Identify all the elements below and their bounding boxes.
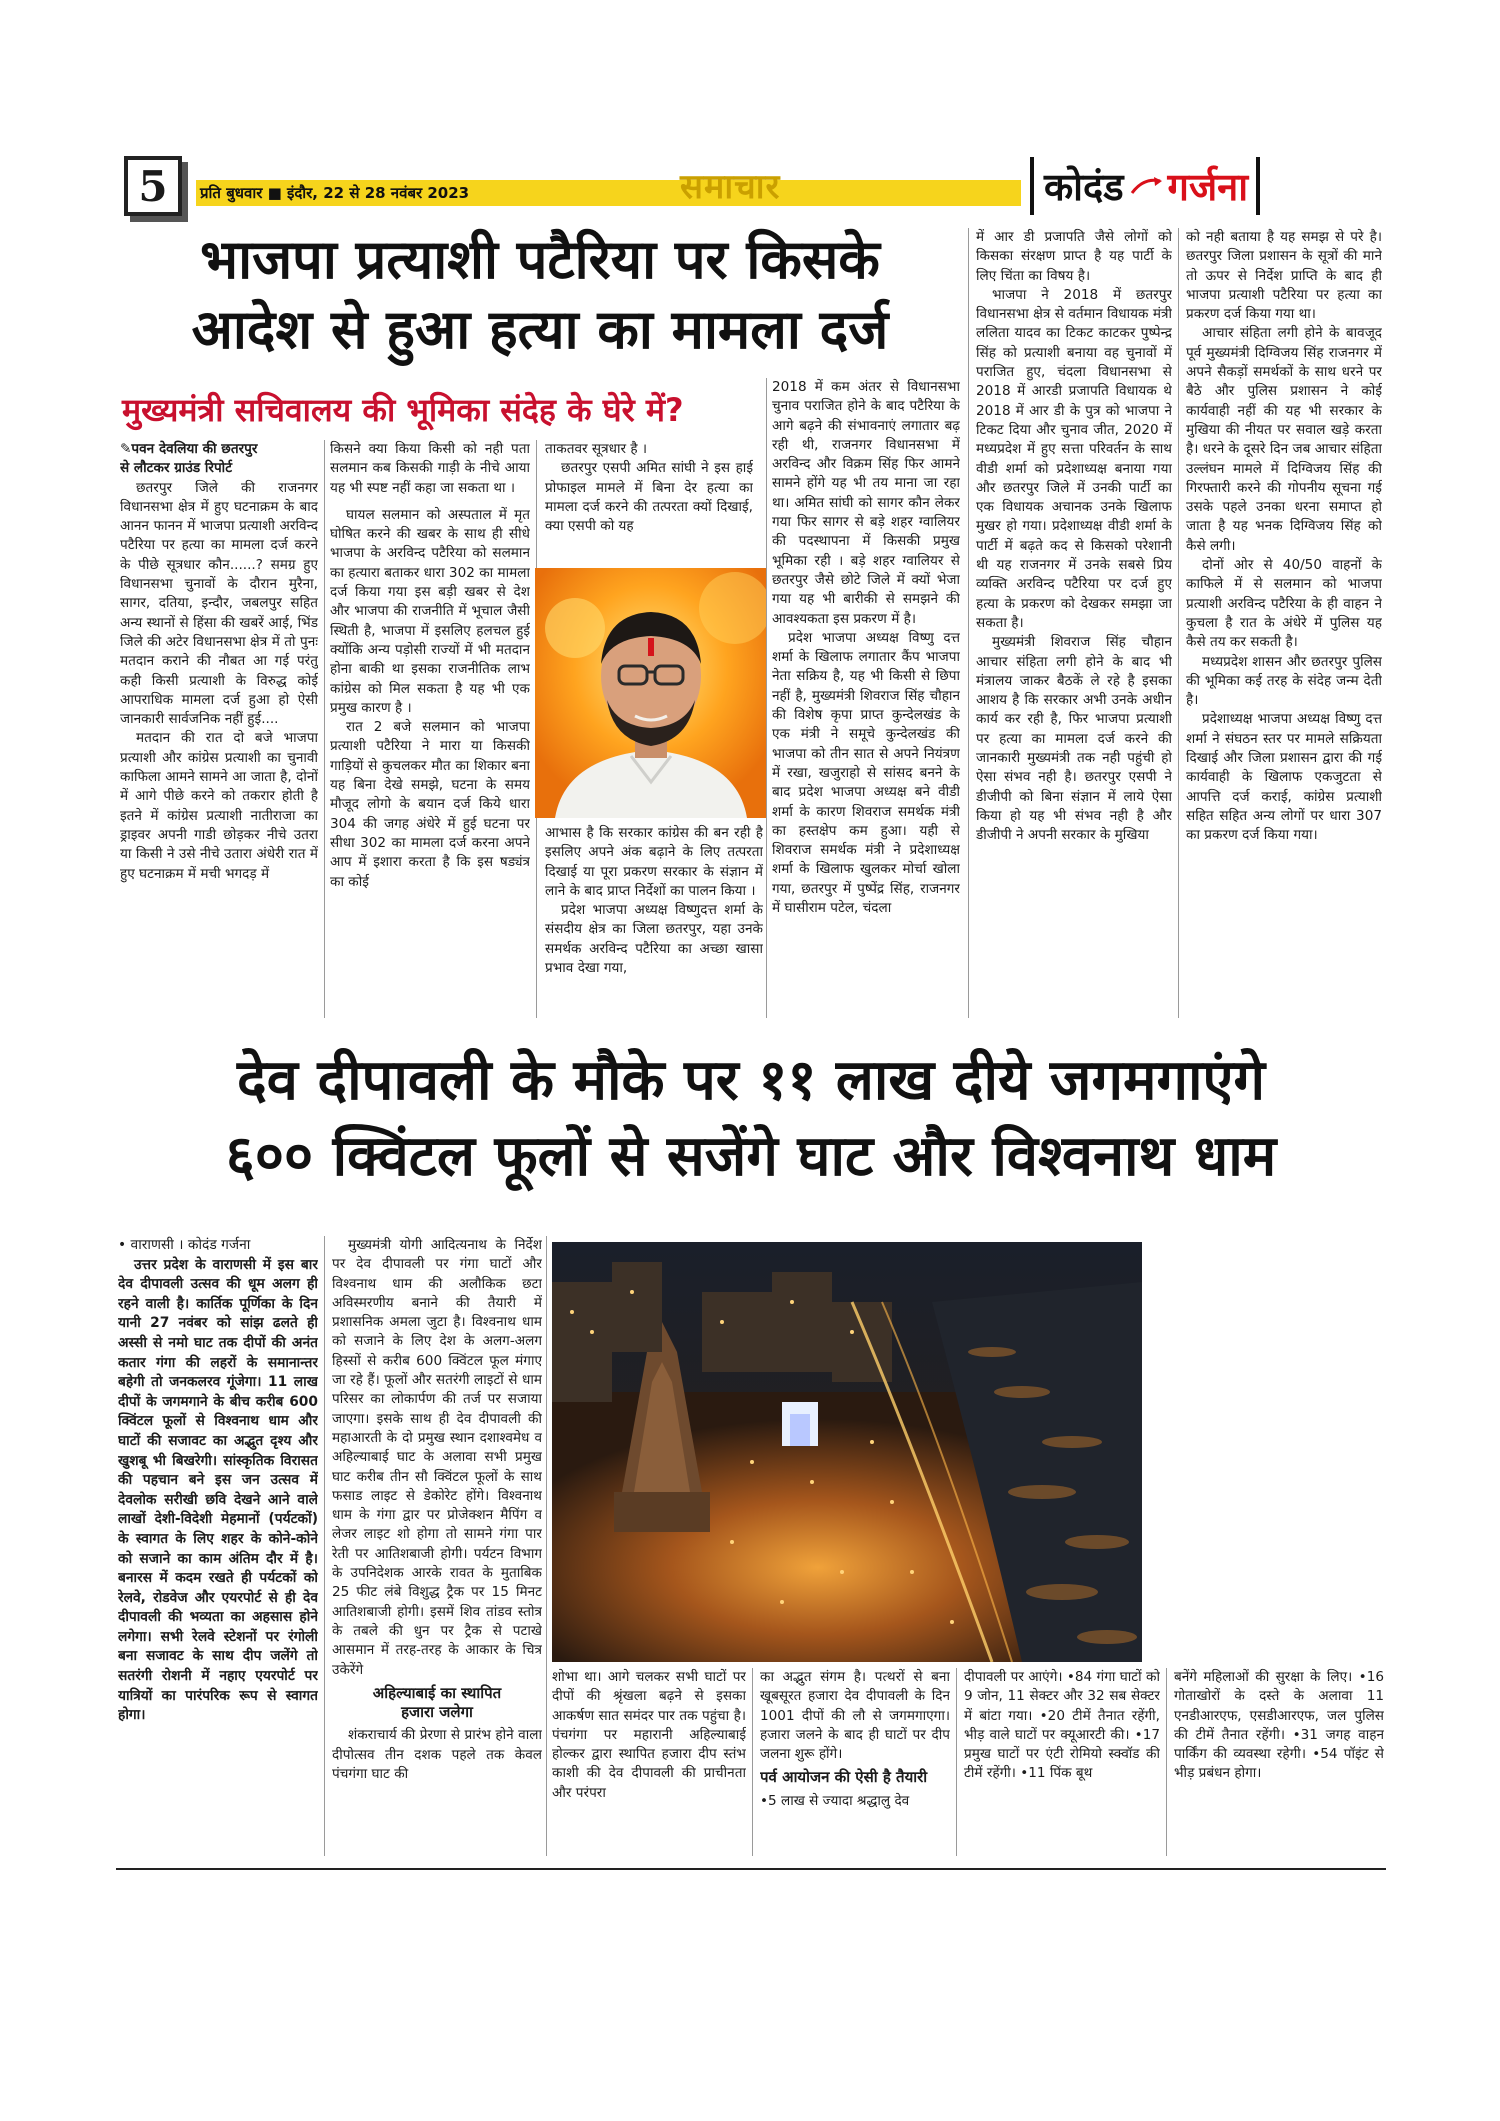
story1-column-3-bottom bbox=[545, 824, 763, 1018]
varanasi-ghat-image bbox=[552, 1242, 1142, 1662]
story1-byline-line1: पवन देवलिया की छतरपुर bbox=[131, 441, 258, 457]
story1-col2-para2: घायल सलमान को अस्पताल में मृत घोषित करने की खबर के साथ ही सीधे भाजपा के अरविन्द पटैरिया को सलमान का हत्यारा बताकर धारा 302 का मामला दर्ज किया गया इस बड़ी खबर से देश और भाजपा की राजनीति में भूचाल जैसी स्थिती है, भाजपा में इसलिए हलचल हुई क्योंकि अन्य पड़ोसी राज्यों में भी मतदान होना बाकी था इसका राजनीतिक लाभ कांग्रेस को मिल सकता है यह भी एक प्रमुख कारण है । bbox=[330, 506, 530, 716]
story2-subheading-line1: अहिल्याबाई का स्थापित bbox=[372, 1683, 502, 1702]
logo-text-left: कोदंड bbox=[1044, 165, 1124, 209]
page-number: 5 bbox=[124, 156, 182, 216]
story2-subheading-line2: हजारा जलेगा bbox=[401, 1703, 473, 1722]
story1-col6-para4: मध्यप्रदेश शासन और छतरपुर पुलिस की भूमिका कई तरह के संदेह जन्म देती है। bbox=[1186, 653, 1382, 709]
story1-headline-line2: आदेश से हुआ हत्या का मामला दर्ज bbox=[191, 298, 889, 361]
column-divider bbox=[324, 1236, 325, 1856]
story2-col4-heading: पर्व आयोजन की ऐसी है तैयारी bbox=[760, 1768, 928, 1787]
story1-col3-para2: छतरपुर एसपी अमित सांघी ने इस हाई प्रोफाइल मामले में बिना देर हत्या का मामला दर्ज करने की तत्परता क्यों दिखाई, क्या एसपी को यह bbox=[545, 460, 753, 535]
story1-col3-bottom-para1: आभास है कि सरकार कांग्रेस की बन रही है इसलिए अपने अंक बढ़ाने के लिए तत्परता दिखाई या पूरा प्रकरण सरकार के संज्ञान में लाने के बाद प्राप्त निर्देशों का पालन किया । bbox=[545, 825, 763, 899]
arrow-icon bbox=[1130, 175, 1164, 197]
story1-col6-para1: को नही बताया है यह समझ से परे है। छतरपुर जिला प्रशासन के सूत्रों की माने तो ऊपर से निर्देश प्राप्ति के बाद ही भाजपा प्रत्याशी पटैरिया पर हत्या का प्रकरण दर्ज किया गया था। bbox=[1186, 229, 1382, 323]
column-divider bbox=[956, 1668, 957, 1856]
column-divider bbox=[752, 1668, 753, 1856]
story2-col2-tail: शंकराचार्य की प्रेरणा से प्रारंभ होने वाला दीपोत्सव तीन दशक पहले तक केवल पंचगंगा घाट की bbox=[332, 1727, 542, 1783]
story1-col1-para1: छतरपुर जिले की राजनगर विधानसभा क्षेत्र में हुए घटनाक्रम के बाद आनन फानन में भाजपा प्रत्याशी अरविन्द पटैरिया पर हत्या का मामला दर्ज करने के पीछे सूत्रधार कौन......? समग्र हुए विधानसभा चुनावों के दौरान मुरैना, सागर, दतिया, इन्दौर, जबलपुर सहित अन्य स्थानों से हिंसा की खबरें आई, भिंड जिले की अटेर विधानसभा क्षेत्र में तो पुनः मतदान कराने की नौबत आ गई परंतु कही किसी प्रत्याशी के विरुद्ध कोई आपराधिक मामला दर्ज हुआ हो ऐसी जानकारी सार्वजनिक नहीं हुई.... bbox=[120, 479, 318, 728]
story2-column-4 bbox=[760, 1668, 950, 1856]
dateline: प्रति बुधवार ■ इंदौर, 22 से 28 नवंबर 2023 bbox=[200, 184, 470, 202]
story1-col5-para3: मुख्यमंत्री शिवराज सिंह चौहान आचार संहिता लगी होने के बाद भी मंत्रालय जाकर बैठकें ले रहे है इसका आशय है कि सरकार अभी उनके अधीन कार्य कर रही है, फिर भाजपा प्रत्याशी पर हत्या का मामला दर्ज करने की जानकारी मुख्यमंत्री तक नही पहुंची हो ऐसा संभव नही है। छतरपुर एसपी ने डीजीपी को बिना संज्ञान में लाये ऐसा किया हो यह भी संभव नही है और डीजीपी ने अपनी सरकार के मुखिया bbox=[976, 634, 1172, 844]
column-divider bbox=[546, 1236, 547, 1856]
story2-col6-para: बनेंगे महिलाओं की सुरक्षा के लिए। •16 गोताखोरों के दस्ते के अलावा 11 एनडीआरएफ, एसडीआरएफ, जल पुलिस की टीमें तैनात रहेंगी। •31 जगह वाहन पार्किंग की व्यवस्था रहेगी। •54 पॉइंट से भीड़ प्रबंधन होगा। bbox=[1174, 1669, 1384, 1782]
story2-headline-line1: देव दीपावली के मौके पर ११ लाख दीये जगमगाएंगे bbox=[236, 1048, 1266, 1113]
story2-column-1 bbox=[118, 1236, 318, 1856]
story2-col1-para: उत्तर प्रदेश के वाराणसी में इस बार देव दीपावली उत्सव की धूम अलग ही रहने वाली है। कार्तिक पूर्णिका के दिन यानी 27 नवंबर को सांझ ढलते ही अस्सी से नमो घाट तक दीपों की अनंत कतार गंगा की लहरों के समानान्तर बहेगी तो जनकलरव गूंजेगा। 11 लाख दीपों के जगमगाने के बीच करीब 600 क्विंटल फूलों से विश्वनाथ धाम और घाटों की सजावट का अद्भुत दृश्य और खुशबू भी बिखरेगी। सांस्कृतिक विरासत की पहचान बने इस जन उत्सव में देवलोक सरीखी छवि देखने आने वाले लाखों देशी-विदेशी मेहमानों (पर्यटकों) के स्वागत के लिए शहर के कोने-कोने को सजाने का काम अंतिम दौर में है। बनारस में कदम रखते ही पर्यटकों को रेलवे, रोडवेज और एयरपोर्ट से ही देव दीपावली की भव्यता का अहसास होने लगेगा। सभी रेलवे स्टेशनों पर रंगोली बना सजावट के साथ दीप जलेंगे तो सतरंगी रोशनी में नहाए एयरपोर्ट पर यात्रियों का पारंपरिक रूप से स्वागत होगा। bbox=[118, 1256, 318, 1724]
story2-byline: • वाराणसी । कोदंड गर्जना bbox=[118, 1237, 251, 1253]
story1-column-4 bbox=[772, 378, 960, 1018]
story1-col5-para2: भाजपा ने 2018 में छतरपुर विधानसभा क्षेत्र से वर्तमान विधायक मंत्री ललिता यादव का टिकट काटकर पुष्पेन्द्र सिंह को प्रत्याशी बनाया वह चुनावों में पराजित हुए, चंदला विधानसभा से 2018 में आरडी प्रजापति विधायक थे 2018 में आर डी के पुत्र को भाजपा ने टिकट दिया और चुनाव जीत, 2020 में मध्यप्रदेश में हुए सत्ता परिवर्तन के साथ वीडी शर्मा को प्रदेशाध्यक्ष बनाया गया और छतरपुर जिले में उनकी पार्टी का एक विधायक अचानक उनके खिलाफ मुखर हो गया। प्रदेशाध्यक्ष वीडी शर्मा के पार्टी में बढ़ते कद से किसको परेशानी थी यह राजनगर में उनके सबसे प्रिय व्यक्ति अरविन्द पटैरिया पर दर्ज हुए हत्या के प्रकरण को देखकर समझा जा सकता है। bbox=[976, 286, 1172, 631]
story1-column-5 bbox=[976, 228, 1172, 1018]
pen-icon: ✎ bbox=[120, 441, 132, 457]
story1-column-1 bbox=[120, 440, 318, 1018]
story2-column-6 bbox=[1174, 1668, 1384, 1856]
masthead-logo bbox=[1030, 154, 1360, 218]
page-bottom-rule bbox=[116, 1868, 1386, 1870]
story1-headline-line1: भाजपा प्रत्याशी पटैरिया पर किसके bbox=[200, 228, 880, 291]
story1-col2-para3: रात 2 बजे सलमान को भाजपा प्रत्याशी पटैरिया ने मारा या किसकी गाड़ियों से कुचलकर मौत का शिकार बना यह बिना देखे समझे, घटना के समय मौजूद लोगो के बयान दर्ज किये धारा 304 की जगह अंधेरे में हुई घटना पर सीधा 302 का मामला दर्ज करना अपने आप में इशारा करता है कि इस षड्यंत्र का कोई bbox=[330, 719, 530, 890]
column-divider bbox=[324, 440, 325, 1018]
story2-column-5 bbox=[964, 1668, 1160, 1856]
story1-col4-para2: प्रदेश भाजपा अध्यक्ष विष्णु दत्त शर्मा के खिलाफ लगातार कैंप भाजपा नेता सक्रिय है, यह भी किसी से छिपा नहीं है, मुख्यमंत्री शिवराज सिंह चौहान की विशेष कृपा प्राप्त कुन्देलखंड के एक मंत्री ने समूचे कुन्देलखंड की भाजपा को तीन सात से अपने नियंत्रण में रखा, खजुराहो से सांसद बनने के बाद प्रदेश भाजपा अध्यक्ष बने वीडी शर्मा के कारण शिवराज समर्थक मंत्री का हस्तक्षेप कम हुआ। यही से शिवराज समर्थक मंत्री ने प्रदेशाध्यक्ष शर्मा के खिलाफ खुलकर मोर्चा खोला गया, छतरपुर में पुष्पेंद्र सिंह, राजनगर में घासीराम पटेल, चंदला bbox=[772, 629, 960, 917]
story1-col1-para2: मतदान की रात दो बजे भाजपा प्रत्याशी और कांग्रेस प्रत्याशी का चुनावी काफिला आमने सामने आ जाता है, दोनों में आगे पीछे करने को तकरार होती है इतने में कांग्रेस प्रत्याशी नातीराजा का ड्राइवर अपनी गाडी छोड़कर नीचे उतरा या किसी ने उसे नीचे उतारा अंधेरी रात में हुए घटनाक्रम में मची भगदड़ में bbox=[120, 730, 318, 882]
story2-column-3 bbox=[552, 1668, 746, 1856]
story1-col3-para1: ताकतवर सूत्रधार है । bbox=[545, 441, 648, 457]
story1-byline-line2: से लौटकर ग्राउंड रिपोर्ट bbox=[120, 460, 233, 477]
story1-col2-para1: किसने क्या किया किसी को नही पता सलमान कब किसकी गाड़ी के नीचे आया यह भी स्पष्ट नहीं कहा जा सकता था । bbox=[330, 441, 530, 496]
column-divider bbox=[1166, 1668, 1167, 1856]
story2-col4-tail: •5 लाख से ज्यादा श्रद्धालु देव bbox=[760, 1792, 910, 1809]
story1-col5-para1: में आर डी प्रजापति जैसे लोगों को किसका संरक्षण प्राप्त है यह पार्टी के लिए चिंता का विषय है। bbox=[976, 229, 1172, 284]
column-divider bbox=[968, 228, 969, 1018]
story1-col3-bottom-para2: प्रदेश भाजपा अध्यक्ष विष्णुदत्त शर्मा के संसदीय क्षेत्र का जिला छतरपुर, यहा उनके समर्थक अरविन्द पटैरिया का अच्छा खासा प्रभाव देखा गया, bbox=[545, 902, 763, 977]
column-divider bbox=[766, 378, 767, 1018]
story2-col4-para: का अद्भुत संगम है। पत्थरों से बना खूबसूरत हजारा देव दीपावली के दिन 1001 दीपों की लौ से जगमगाएगा। हजारा जलने के बाद ही घाटों पर दीप जलना शुरू होंगे। bbox=[760, 1669, 950, 1763]
story1-column-3-top bbox=[545, 440, 753, 562]
story1-col6-para3: दोनों ओर से 40/50 वाहनों के काफिले में से सलमान को भाजपा प्रत्याशी अरविन्द पटैरिया के ही वाहन ने कुचला है रात के अंधेरे में पुलिस यह कैसे तय कर सकती है। bbox=[1186, 557, 1382, 651]
candidate-photo bbox=[535, 568, 767, 818]
ghat-night-photo bbox=[552, 1242, 1142, 1662]
story1-col4-para1: 2018 में कम अंतर से विधानसभा चुनाव पराजित होने के बाद पटैरिया के आगे बढ़ने की संभावनाएं लगातार बढ़ रही थी, राजनगर विधानसभा में अरविन्द और विक्रम सिंह फिर आमने सामने होंगे यह भी तय माना जा रहा था। अमित सांघी को सागर कौन लेकर गया फिर सागर से बड़े शहर ग्वालियर की पदस्थापना में किसकी प्रमुख भूमिका रही । बड़े शहर ग्वालियर से छतरपुर जैसे छोटे जिले में क्यों भेजा गया यह भी बारीकी से समझने की आवश्यकता इस प्रकरण में है। bbox=[772, 379, 960, 627]
section-label: समाचार bbox=[680, 167, 781, 207]
logo-bar-left bbox=[1030, 157, 1034, 215]
logo-bar-right bbox=[1256, 157, 1260, 215]
story1-column-6 bbox=[1186, 228, 1382, 1018]
logo-text-right: गर्जना bbox=[1167, 165, 1249, 209]
story2-headline-line2: ६०० क्विंटल फूलों से सजेंगे घाट और विश्वनाथ धाम bbox=[225, 1124, 1277, 1189]
portrait-image bbox=[535, 568, 767, 818]
story2-col5-para: दीपावली पर आएंगे। •84 गंगा घाटों को 9 जोन, 11 सेक्टर और 32 सब सेक्टर में बांटा गया। •20 टीमें तैनात रहेंगी, भीड़ वाले घाटों पर क्यूआरटी की। •17 प्रमुख घाटों पर एंटी रोमियो स्क्वॉड की टीमें रहेंगी। •11 पिंक बूथ bbox=[964, 1669, 1160, 1782]
story2-col2-para: मुख्यमंत्री योगी आदित्यनाथ के निर्देश पर देव दीपावली पर गंगा घाटों और विश्वनाथ धाम की अलौकिक छटा अविस्मरणीय बनाने की तैयारी में प्रशासनिक अमला जुटा है। विश्वनाथ धाम को सजाने के लिए देश के अलग-अलग हिस्सों से करीब 600 क्विंटल फूल मंगाए जा रहे हैं। फूलों और सतरंगी लाइटों से धाम परिसर का लोकार्पण की तर्ज पर सजाया जाएगा। इसके साथ ही देव दीपावली की महाआरती के दो प्रमुख स्थान दशाश्वमेध व अहिल्याबाई घाट के अलावा सभी प्रमुख घाट करीब तीन सौ क्विंटल फूलों के साथ फसाड लाइट से डेकोरेट होंगे। विश्वनाथ धाम के गंगा द्वार पर प्रोजेक्शन मैपिंग व लेजर लाइट शो होगा तो सामने गंगा पार रेती पर आतिशबाजी होगी। पर्यटन विभाग के उपनिदेशक आरके रावत के मुताबिक 25 फीट लंबे विशुद्ध ट्रैक पर 15 मिनट आतिशबाजी होगी। इसमें शिव तांडव स्तोत्र के तबले की धुन पर ट्रैक से पटाखे आसमान में तरह-तरह के आकार के चित्र उकेरेंगे bbox=[332, 1237, 542, 1678]
story1-column-2 bbox=[330, 440, 530, 1018]
story2-column-2 bbox=[332, 1236, 542, 1856]
story2-col3-para: शोभा था। आगे चलकर सभी घाटों पर दीपों की श्रृंखला बढ़ने से इसका आकर्षण सात समंदर पार तक पहुंचा है। पंचगंगा पर महारानी अहिल्याबाई होल्कर द्वारा स्थापित हजारा दीप स्तंभ काशी की देव दीपावली की प्राचीनता और परंपरा bbox=[552, 1669, 746, 1801]
story1-col6-para5: प्रदेशाध्यक्ष भाजपा अध्यक्ष विष्णु दत्त शर्मा ने संघठन स्तर पर मामले सक्रियता दिखाई और जिला प्रशासन द्वारा की गई कार्यवाही के खिलाफ एकजुटता से आपत्ति दर्ज कराई, कांग्रेस प्रत्याशी सहित सहित अन्य लोगों पर धारा 307 का प्रकरण दर्ज किया गया। bbox=[1186, 711, 1382, 844]
story1-col6-para2: आचार संहिता लगी होने के बावजूद पूर्व मुख्यमंत्री दिग्विजय सिंह राजनगर में अपने सैकड़ों समर्थकों के साथ धरने पर बैठे और पुलिस प्रशासन ने कोई कार्यवाही नहीं की यह भी सरकार के मुखिया की नीयत पर सवाल खड़े करता है। धरने के दूसरे दिन जब आचार संहिता उल्लंघन मामले में दिग्विजय सिंह की गिरफ्तारी करने की गोपनीय सूचना गई उसके पहले उनका धरना समाप्त हो जाता है यह भनक दिग्विजय सिंह को कैसे लगी। bbox=[1186, 325, 1382, 554]
column-divider bbox=[1178, 228, 1179, 1018]
story1-subheadline: मुख्यमंत्री सचिवालय की भूमिका संदेह के घेरे में? bbox=[122, 391, 684, 429]
